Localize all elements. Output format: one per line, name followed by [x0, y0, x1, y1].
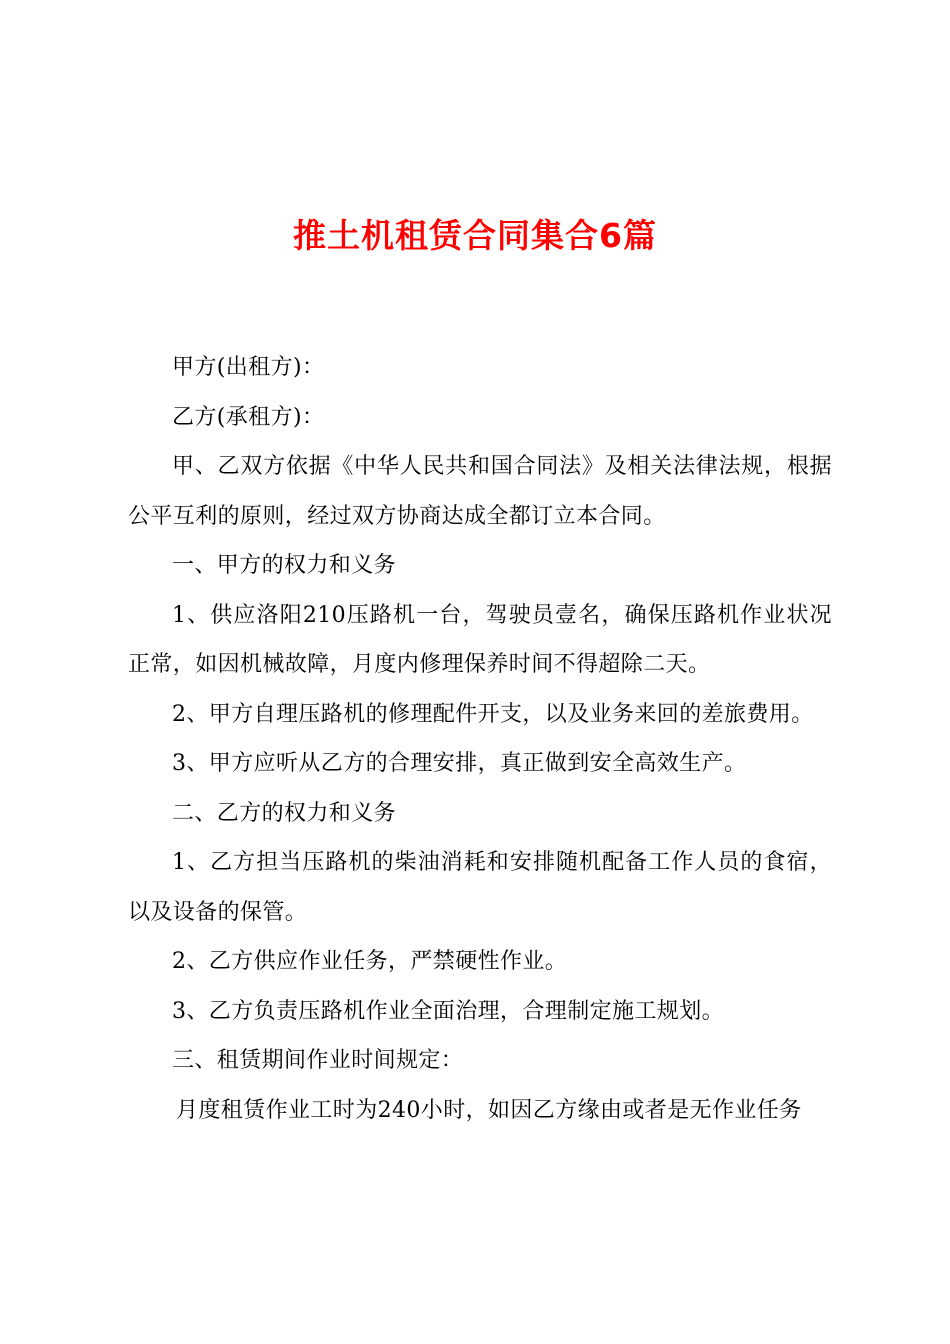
paragraph-work-time: 月度租赁作业工时为240小时，如因乙方缘由或者是无作业任务	[176, 1097, 802, 1123]
paragraph-preamble: 甲、乙双方依据《中华人民共和国合同法》及相关法律法规，根据公平互利的原则，经过双方协商达成全都订立本合同。	[128, 454, 832, 529]
document-body	[128, 343, 832, 1135]
paragraph-b-clause-2: 2、乙方供应作业任务，严禁硬性作业。	[172, 949, 568, 974]
paragraph-b-clause-1: 1、乙方担当压路机的柴油消耗和安排随机配备工作人员的食宿，以及设备的保管。	[128, 850, 832, 925]
paragraph-party-b: 乙方(承租方)：	[172, 404, 325, 430]
section-heading-party-b: 二、乙方的权力和义务	[172, 800, 397, 826]
paragraph-a-clause-3: 3、甲方应听从乙方的合理安排，真正做到安全高效生产。	[172, 751, 747, 776]
paragraph-b-clause-3: 3、乙方负责压路机作业全面治理，合理制定施工规划。	[172, 998, 724, 1024]
paragraph-party-a: 甲方(出租方)：	[172, 355, 325, 380]
paragraph-a-clause-2: 2、甲方自理压路机的修理配件开支，以及业务来回的差旅费用。	[172, 701, 814, 727]
section-heading-work-time: 三、租赁期间作业时间规定：	[172, 1048, 464, 1073]
paragraph-a-clause-1: 1、供应洛阳210压路机一台，驾驶员壹名，确保压路机作业状况正常，如因机械故障，月度内修理保养时间不得超除二天。	[128, 602, 832, 677]
document-title: 推土机租赁合同集合6篇	[293, 216, 657, 255]
section-heading-party-a: 一、甲方的权力和义务	[172, 553, 397, 578]
